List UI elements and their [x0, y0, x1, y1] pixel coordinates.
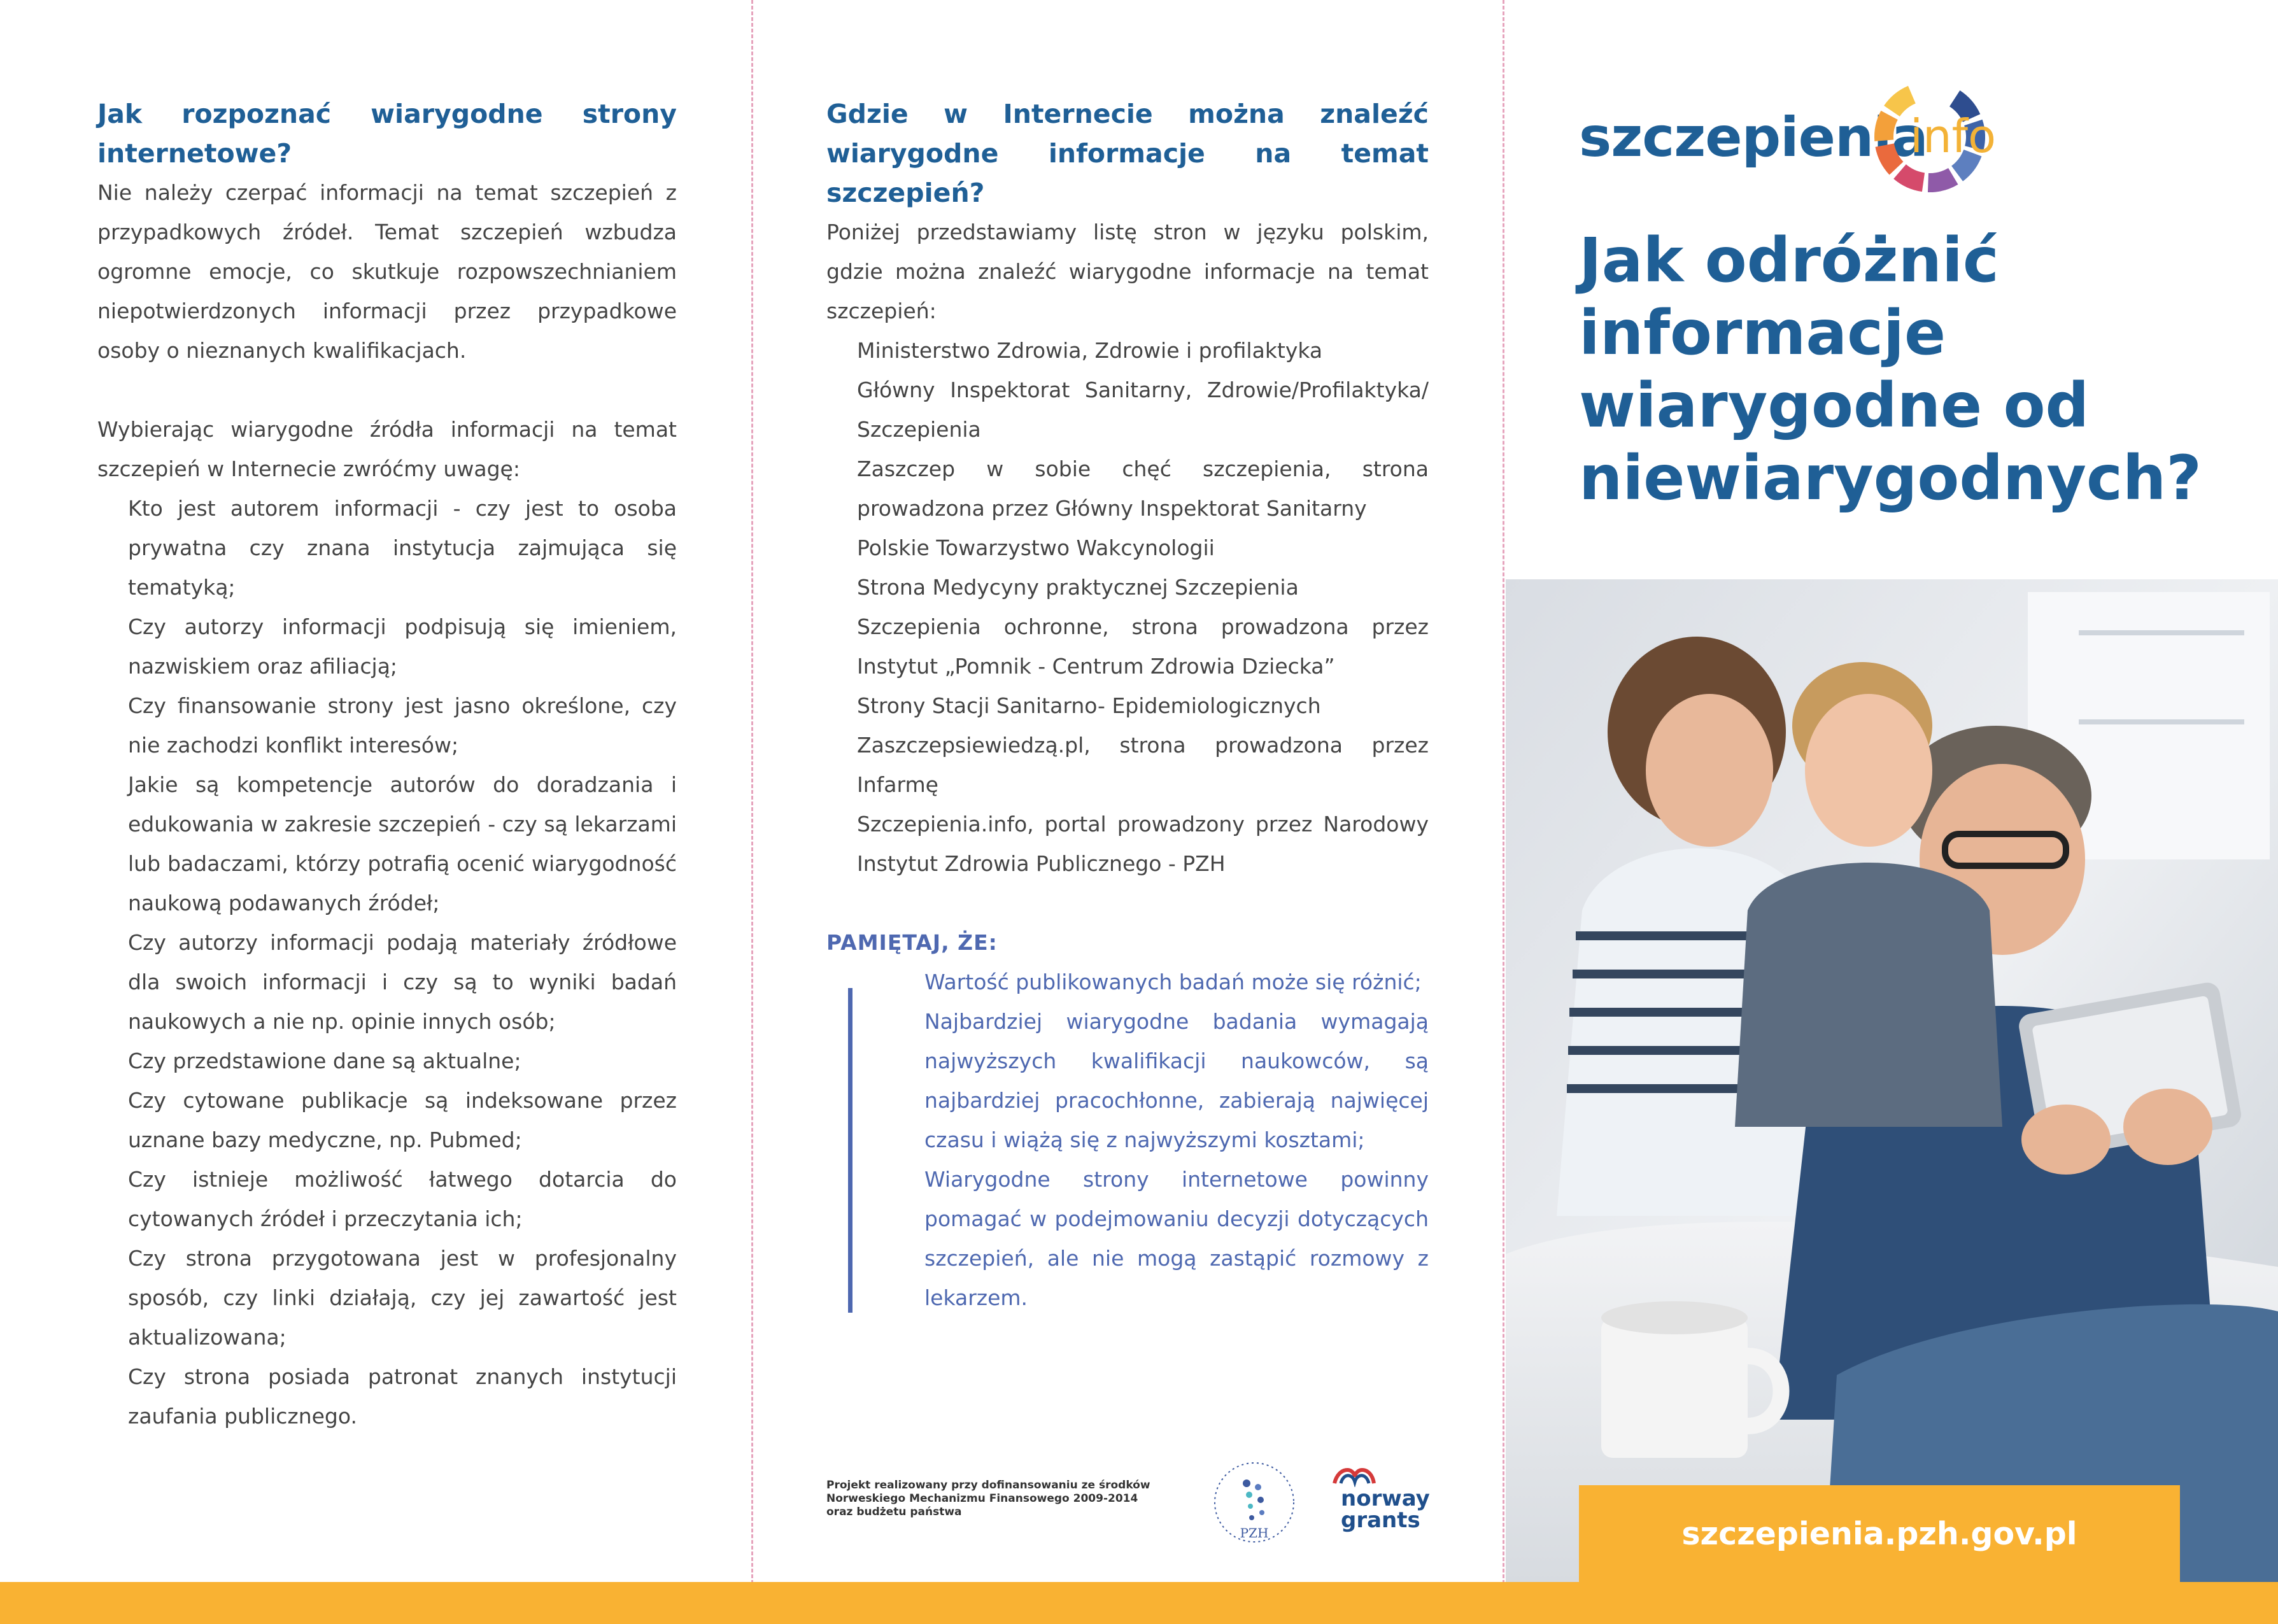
fold-line-left — [751, 0, 753, 1624]
fold-line-right — [1503, 0, 1504, 1624]
logo-ring-segment — [1892, 95, 1911, 111]
brand-logo-main: szczepienia — [1579, 106, 1928, 169]
bottom-accent-stripe — [0, 1582, 2278, 1624]
criteria-item: Kto jest autorem informacji - czy jest to osoba prywatna czy znana instytucja zajmująca się tematyką; — [128, 496, 677, 600]
site-item: Szczepienia.info, portal prowadzony przez Narodowy Instytut Zdrowia Publicznego - PZH — [857, 812, 1429, 876]
middle-heading: Gdzie w Internecie można znaleźć wiarygodne informacje na temat szczepień? — [826, 99, 1429, 208]
remember-item: Wiarygodne strony internetowe powinny pomagać w podejmowaniu decyzji dotyczących szczepień, ale nie mogą zastąpić rozmowy z lekarzem. — [924, 1167, 1429, 1310]
criteria-item: Czy finansowanie strony jest jasno określone, czy nie zachodzi konflikt interesów; — [128, 693, 677, 758]
hero-title-line: informacje — [1579, 297, 1946, 369]
funding-note — [826, 1479, 1208, 1519]
norway-grants-logo — [1341, 1488, 1430, 1531]
site-item: Polskie Towarzystwo Wakcynologii — [857, 535, 1215, 560]
remember-box — [826, 963, 1429, 1318]
hero-title-line: wiarygodne od — [1579, 370, 2090, 441]
site-item: Ministerstwo Zdrowia, Zdrowie i profilaktyka — [857, 338, 1323, 363]
site-item: Zaszczep w sobie chęć szczepienia, strona prowadzona przez Główny Inspektorat Sanitarny — [857, 456, 1429, 521]
pzh-seal-center: PZH — [1240, 1525, 1269, 1541]
middle-intro: Poniżej przedstawiamy listę stron w języku polskim, gdzie można znaleźć wiarygodne informacje na temat szczepień: — [826, 220, 1429, 323]
funding-line: Projekt realizowany przy dofinansowaniu ze środków — [826, 1479, 1150, 1492]
criteria-item: Czy strona posiada patronat znanych instytucji zaufania publicznego. — [128, 1364, 677, 1429]
remember-title: PAMIĘTAJ, ŻE: — [826, 930, 998, 955]
logo-ring-segment — [1928, 176, 1953, 183]
left-lead: Wybierając wiarygodne źródła informacji na temat szczepień w Internecie zwróćmy uwagę: — [97, 417, 677, 481]
remember-item: Wartość publikowanych badań może się różnić; — [924, 970, 1422, 994]
criteria-item: Jakie są kompetencje autorów do doradzania i edukowania w zakresie szczepień - czy są lekarzami lub badaczami, którzy potrafią ocenić wiarygodność naukową podawanych źródeł; — [128, 772, 677, 915]
hero-title-line: Jak odróżnić — [1579, 225, 1999, 296]
middle-panel — [826, 94, 1429, 1318]
norway-grants-line: norway — [1341, 1486, 1430, 1511]
left-heading: Jak rozpoznać wiarygodne strony internetowe? — [97, 99, 677, 169]
site-item: Szczepienia ochronne, strona prowadzona przez Instytut „Pomnik - Centrum Zdrowia Dziecka” — [857, 614, 1429, 679]
pzh-seal-logo — [1210, 1458, 1299, 1547]
criteria-item: Czy autorzy informacji podają materiały źródłowe dla swoich informacji i czy są to wyniki badań naukowych a nie np. opinie innych osób; — [128, 930, 677, 1034]
criteria-item: Czy autorzy informacji podpisują się imieniem, nazwiskiem oraz afiliacją; — [128, 614, 677, 679]
left-panel — [97, 94, 677, 1436]
sites-list — [826, 331, 1429, 884]
norway-grants-line: grants — [1341, 1507, 1420, 1533]
hero-title — [1579, 224, 2202, 514]
remember-list — [826, 963, 1429, 1318]
site-item: Strona Medycyny praktycznej Szczepienia — [857, 575, 1299, 600]
remember-accent-bar — [848, 988, 852, 1313]
criteria-item: Czy cytowane publikacje są indeksowane przez uznane bazy medyczne, np. Pubmed; — [128, 1088, 677, 1152]
criteria-item: Czy istnieje możliwość łatwego dotarcia do cytowanych źródeł i przeczytania ich; — [128, 1167, 677, 1231]
left-intro: Nie należy czerpać informacji na temat szczepień z przypadkowych źródeł. Temat szczepień wzbudza ogromne emocje, co skutkuje rozpowszechnianiem niepotwierdzonych informacji przez przypadkowe osoby o nieznanych kwalifikacjach. — [97, 180, 677, 363]
site-item: Strony Stacji Sanitarno- Epidemiologicznych — [857, 693, 1321, 718]
brand-logo-info: info — [1910, 109, 1997, 163]
criteria-list — [97, 489, 677, 1436]
website-url[interactable]: szczepienia.pzh.gov.pl — [1579, 1485, 2180, 1583]
logo-ring-segment — [1884, 115, 1890, 141]
funding-line: Norweskiego Mechanizmu Finansowego 2009-2014 — [826, 1492, 1138, 1505]
funding-line: oraz budżetu państwa — [826, 1506, 962, 1518]
remember-item: Najbardziej wiarygodne badania wymagają najwyższych kwalifikacji naukowców, są najbardziej pracochłonne, zabierają najwięcej czasu i wiążą się z najwyższymi kosztami; — [924, 1009, 1429, 1152]
norway-grants-mark-icon — [1332, 1464, 1376, 1487]
criteria-item: Czy strona przygotowana jest w profesjonalny sposób, czy linki działają, czy jej zawartość jest aktualizowana; — [128, 1246, 677, 1350]
logo-ring-segment — [1885, 145, 1896, 168]
logo-ring-segment — [1900, 172, 1923, 183]
criteria-item: Czy przedstawione dane są aktualne; — [128, 1049, 521, 1073]
site-item: Główny Inspektorat Sanitarny, Zdrowie/Profilaktyka/ Szczepienia — [857, 378, 1429, 442]
hero-title-line: niewiarygodnych? — [1579, 442, 2202, 514]
site-item: Zaszczepsiewiedzą.pl, strona prowadzona przez Infarmę — [857, 733, 1429, 797]
family-tablet-photo — [1506, 579, 2278, 1582]
